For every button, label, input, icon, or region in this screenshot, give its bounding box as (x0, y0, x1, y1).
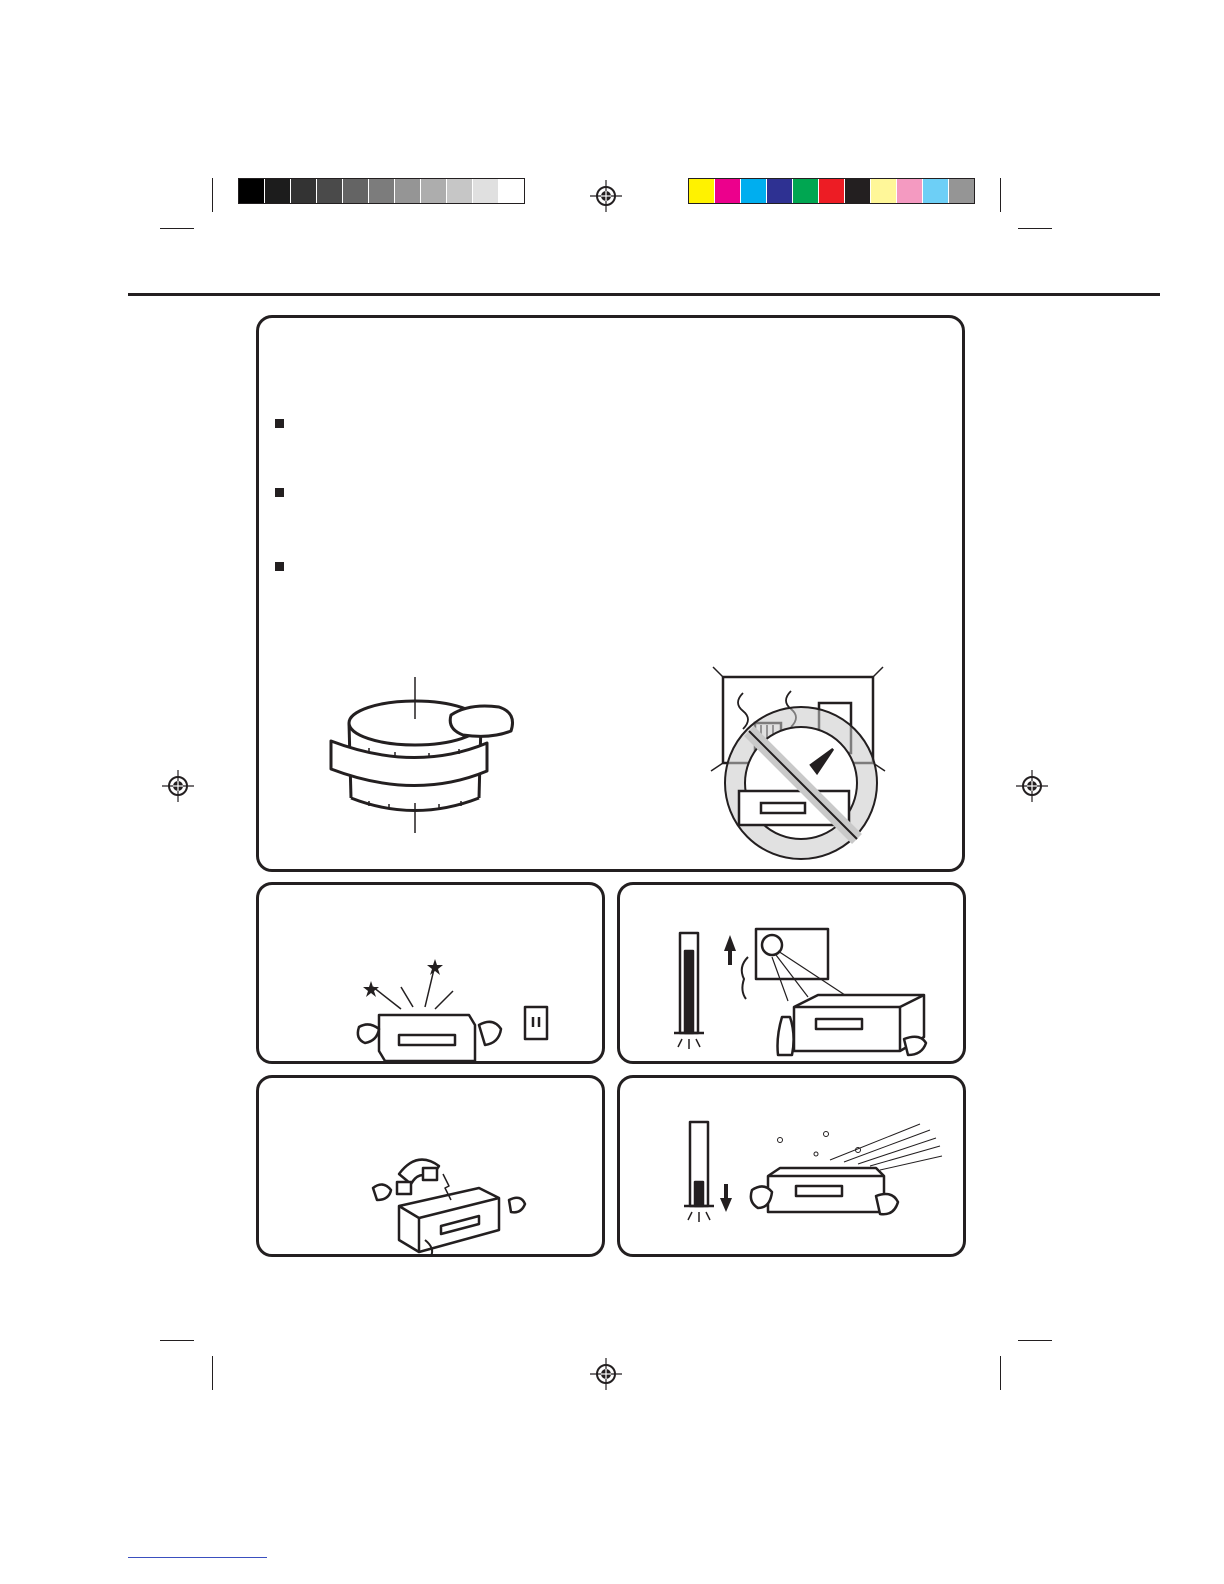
color-swatch-1 (689, 179, 715, 203)
bottom-blue-rule (128, 1557, 267, 1558)
registration-mark-left-icon (162, 770, 194, 802)
main-precautions-panel (256, 315, 965, 872)
gray-swatch-10 (473, 179, 499, 203)
gray-swatch-5 (343, 179, 369, 203)
color-swatch-7 (845, 179, 871, 203)
color-swatch-11 (949, 179, 974, 203)
color-swatch-8 (871, 179, 897, 203)
crop-mark-bottom-left-h (160, 1340, 194, 1341)
crop-mark-top-left-v (212, 178, 213, 212)
crop-mark-bottom-right-v (1000, 1356, 1001, 1390)
registration-mark-right-icon (1016, 770, 1048, 802)
vcr-shock-plug-illustration (349, 951, 549, 1061)
vcr-cold-illustration (680, 1116, 950, 1256)
process-color-bar (688, 178, 975, 204)
gray-swatch-8 (421, 179, 447, 203)
color-swatch-10 (923, 179, 949, 203)
color-swatch-4 (767, 179, 793, 203)
vcr-magnet-illustration (359, 1144, 539, 1256)
vcr-heat-sun-illustration (668, 921, 958, 1061)
color-swatch-6 (819, 179, 845, 203)
crop-mark-top-left-h (160, 228, 194, 229)
gray-swatch-1 (239, 179, 265, 203)
bullet-square-icon (275, 488, 284, 497)
no-smoke-near-vcr-illustration (709, 663, 899, 853)
bullet-square-icon (275, 562, 284, 571)
gray-swatch-9 (447, 179, 473, 203)
grayscale-color-bar (238, 178, 525, 204)
crop-mark-top-right-h (1018, 228, 1052, 229)
warning-panel-shock (256, 882, 605, 1064)
registration-mark-top-icon (590, 180, 622, 212)
warning-panel-magnet (256, 1075, 605, 1257)
header-rule (128, 293, 1160, 296)
gray-swatch-4 (317, 179, 343, 203)
color-swatch-5 (793, 179, 819, 203)
color-swatch-2 (715, 179, 741, 203)
bullet-square-icon (275, 419, 284, 428)
gray-swatch-11 (499, 179, 524, 203)
crop-mark-bottom-right-h (1018, 1340, 1052, 1341)
crop-mark-bottom-left-v (212, 1356, 213, 1390)
color-swatch-9 (897, 179, 923, 203)
registration-mark-bottom-icon (590, 1358, 622, 1390)
warning-panel-cold (617, 1075, 966, 1257)
crop-mark-top-right-v (1000, 178, 1001, 212)
warning-panel-heat (617, 882, 966, 1064)
gray-swatch-6 (369, 179, 395, 203)
gray-swatch-2 (265, 179, 291, 203)
gray-swatch-7 (395, 179, 421, 203)
disc-cleaning-illustration (329, 673, 539, 843)
color-swatch-3 (741, 179, 767, 203)
gray-swatch-3 (291, 179, 317, 203)
